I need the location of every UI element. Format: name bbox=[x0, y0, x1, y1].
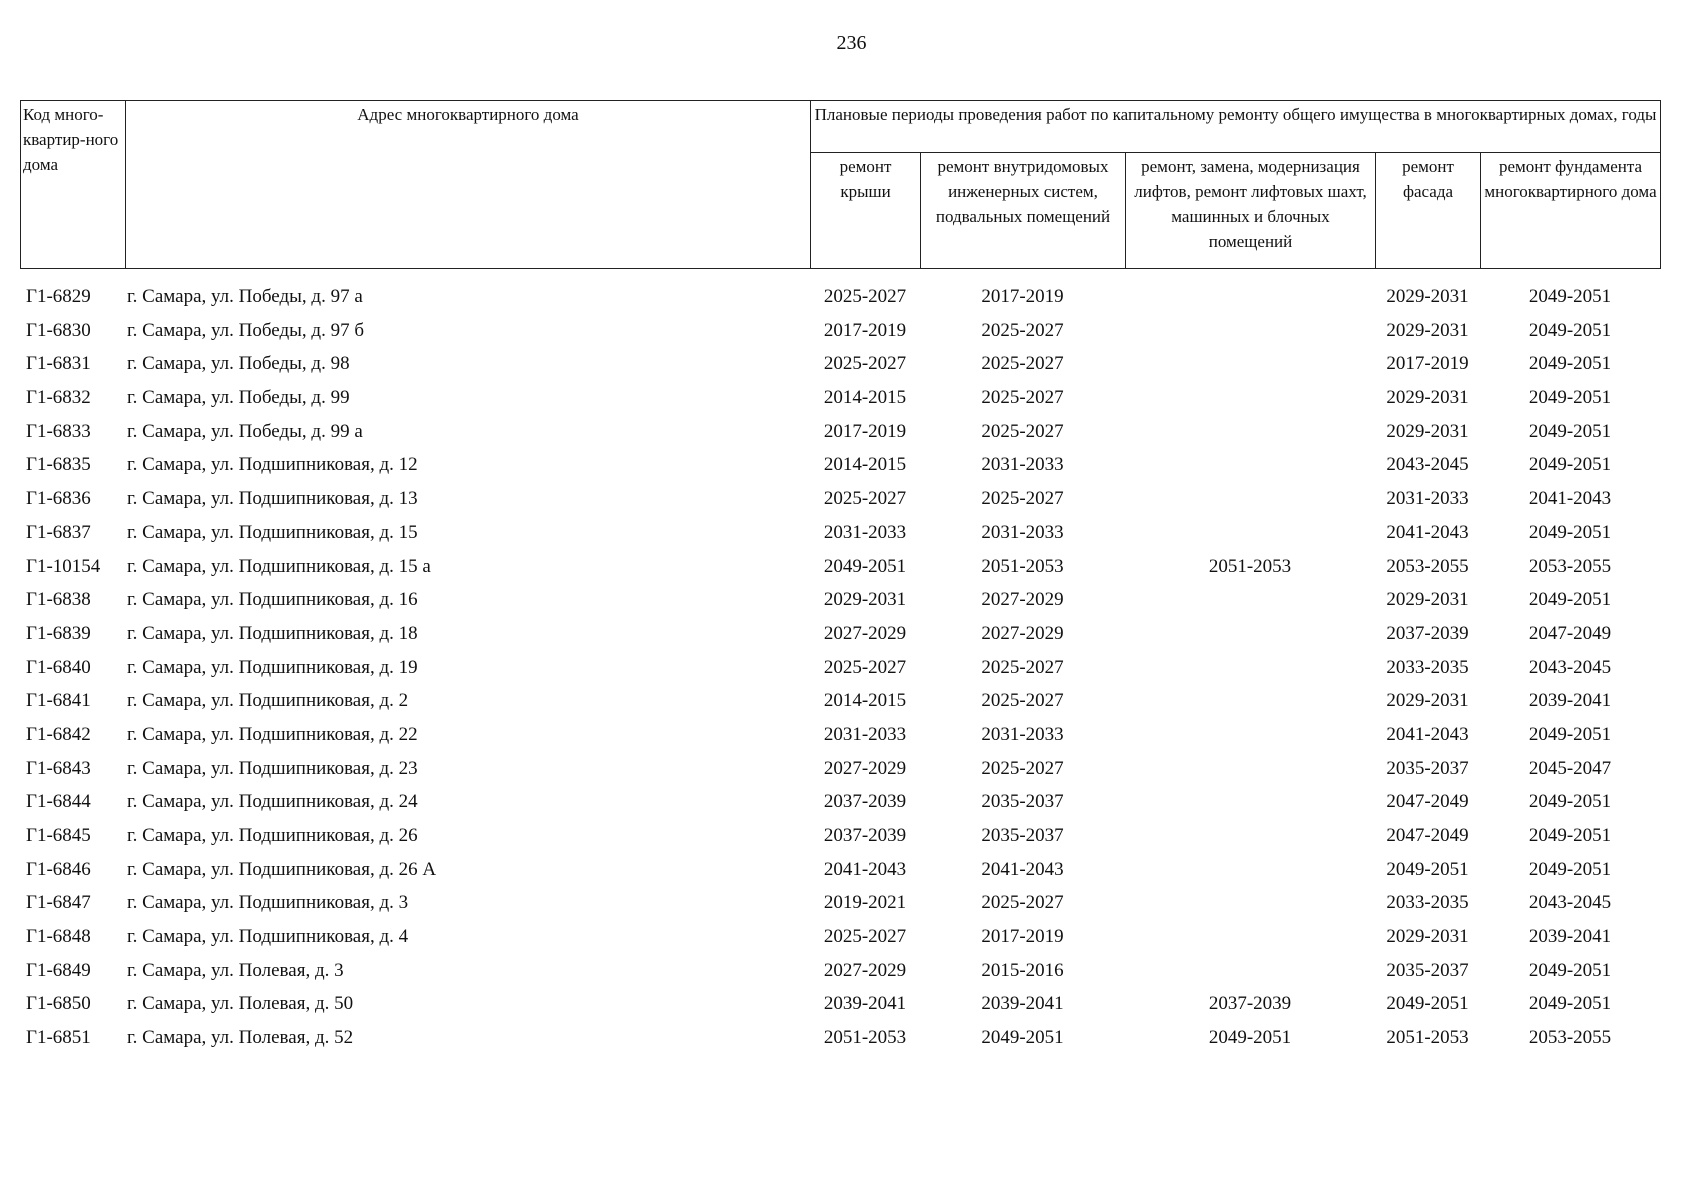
cell-address: г. Самара, ул. Победы, д. 97 а bbox=[127, 286, 363, 307]
cell-address: г. Самара, ул. Подшипниковая, д. 15 bbox=[127, 521, 418, 543]
cell-facade: 2033-2035 bbox=[1386, 656, 1469, 678]
cell-elevators: 2037-2039 bbox=[1208, 993, 1292, 1015]
cell-roof: 2027-2029 bbox=[823, 959, 907, 981]
table-row bbox=[20, 1026, 1660, 1060]
cell-code: Г1-6843 bbox=[26, 757, 91, 779]
cell-facade: 2031-2033 bbox=[1386, 488, 1469, 510]
cell-elevators bbox=[1125, 824, 1375, 858]
cell-roof: 2025-2027 bbox=[823, 926, 907, 948]
cell-foundation: 2047-2049 bbox=[1528, 622, 1612, 644]
cell-elevators bbox=[1125, 858, 1375, 892]
cell-address: г. Самара, ул. Победы, д. 98 bbox=[127, 353, 350, 375]
table-row bbox=[20, 555, 1660, 589]
cell-engineering: 2025-2027 bbox=[981, 488, 1064, 510]
cell-address: г. Самара, ул. Подшипниковая, д. 26 А bbox=[127, 858, 437, 880]
cell-address: г. Самара, ул. Победы, д. 99 bbox=[127, 387, 350, 409]
cell-address: г. Самара, ул. Подшипниковая, д. 3 bbox=[127, 892, 409, 914]
cell-elevators bbox=[1125, 723, 1375, 757]
cell-engineering: 2035-2037 bbox=[981, 825, 1064, 846]
cell-code: Г1-6838 bbox=[26, 589, 91, 611]
cell-roof: 2039-2041 bbox=[823, 993, 907, 1015]
cell-engineering: 2031-2033 bbox=[981, 723, 1064, 745]
table-body bbox=[20, 285, 1660, 1060]
cell-roof: 2051-2053 bbox=[823, 1027, 907, 1049]
cell-code: Г1-6848 bbox=[26, 926, 91, 948]
cell-foundation: 2043-2045 bbox=[1528, 656, 1612, 678]
cell-engineering: 2039-2041 bbox=[981, 993, 1064, 1015]
cell-facade: 2049-2051 bbox=[1386, 993, 1469, 1015]
cell-elevators bbox=[1125, 285, 1375, 319]
cell-address: г. Самара, ул. Полевая, д. 52 bbox=[127, 1027, 354, 1049]
cell-roof: 2031-2033 bbox=[823, 723, 907, 745]
table-row bbox=[20, 622, 1660, 656]
cell-engineering: 2041-2043 bbox=[981, 858, 1064, 880]
cell-elevators bbox=[1125, 959, 1375, 993]
header-engineering: ремонт внутридомовых инженерных систем, подвальных помещений bbox=[921, 153, 1126, 269]
cell-engineering: 2035-2037 bbox=[981, 791, 1064, 813]
cell-engineering: 2017-2019 bbox=[981, 926, 1064, 948]
cell-engineering: 2025-2027 bbox=[981, 892, 1064, 914]
cell-roof: 2014-2015 bbox=[823, 454, 907, 476]
cell-code: Г1-6829 bbox=[26, 286, 91, 307]
cell-roof: 2019-2021 bbox=[823, 892, 907, 914]
cell-foundation: 2039-2041 bbox=[1528, 926, 1612, 948]
cell-facade: 2047-2049 bbox=[1386, 791, 1469, 813]
cell-code: Г1-6846 bbox=[26, 858, 91, 880]
cell-roof: 2037-2039 bbox=[823, 825, 907, 846]
cell-elevators bbox=[1125, 925, 1375, 959]
header-address: Адрес многоквартирного дома bbox=[126, 101, 811, 269]
cell-facade: 2029-2031 bbox=[1386, 589, 1469, 611]
cell-address: г. Самара, ул. Победы, д. 97 б bbox=[127, 319, 364, 341]
cell-elevators bbox=[1125, 453, 1375, 487]
cell-engineering: 2051-2053 bbox=[981, 555, 1064, 577]
cell-roof: 2049-2051 bbox=[823, 555, 907, 577]
cell-foundation: 2045-2047 bbox=[1528, 757, 1612, 779]
cell-engineering: 2017-2019 bbox=[981, 286, 1064, 307]
cell-elevators bbox=[1125, 757, 1375, 791]
cell-elevators: 2049-2051 bbox=[1208, 1027, 1292, 1049]
page-number: 236 bbox=[836, 32, 867, 54]
cell-elevators bbox=[1125, 689, 1375, 723]
cell-address: г. Самара, ул. Подшипниковая, д. 22 bbox=[127, 723, 418, 745]
cell-foundation: 2049-2051 bbox=[1528, 353, 1612, 375]
cell-facade: 2037-2039 bbox=[1386, 622, 1469, 644]
table-row bbox=[20, 925, 1660, 959]
cell-address: г. Самара, ул. Подшипниковая, д. 18 bbox=[127, 622, 418, 644]
cell-code: Г1-6836 bbox=[26, 488, 91, 510]
cell-foundation: 2049-2051 bbox=[1528, 993, 1612, 1015]
cell-code: Г1-6840 bbox=[26, 656, 91, 678]
table-header bbox=[20, 100, 1661, 269]
cell-foundation: 2049-2051 bbox=[1528, 420, 1612, 442]
cell-foundation: 2049-2051 bbox=[1528, 521, 1612, 543]
cell-engineering: 2049-2051 bbox=[981, 1027, 1064, 1049]
table-row bbox=[20, 588, 1660, 622]
cell-foundation: 2049-2051 bbox=[1528, 858, 1612, 880]
table-row bbox=[20, 992, 1660, 1026]
cell-elevators bbox=[1125, 891, 1375, 925]
table-row bbox=[20, 824, 1660, 858]
table-row bbox=[20, 487, 1660, 521]
cell-facade: 2035-2037 bbox=[1386, 757, 1469, 779]
cell-code: Г1-6847 bbox=[26, 892, 91, 914]
cell-engineering: 2031-2033 bbox=[981, 454, 1064, 476]
table-row bbox=[20, 858, 1660, 892]
cell-code: Г1-6830 bbox=[26, 319, 91, 341]
cell-code: Г1-10154 bbox=[26, 555, 101, 577]
cell-engineering: 2031-2033 bbox=[981, 521, 1064, 543]
cell-facade: 2041-2043 bbox=[1386, 723, 1469, 745]
cell-engineering: 2025-2027 bbox=[981, 387, 1064, 409]
table-row bbox=[20, 453, 1660, 487]
cell-foundation: 2049-2051 bbox=[1528, 791, 1612, 813]
cell-roof: 2037-2039 bbox=[823, 791, 907, 813]
cell-address: г. Самара, ул. Подшипниковая, д. 4 bbox=[127, 926, 409, 948]
cell-roof: 2025-2027 bbox=[823, 656, 907, 678]
cell-code: Г1-6842 bbox=[26, 723, 91, 745]
cell-address: г. Самара, ул. Полевая, д. 3 bbox=[127, 959, 344, 981]
cell-foundation: 2049-2051 bbox=[1528, 825, 1612, 846]
cell-roof: 2031-2033 bbox=[823, 521, 907, 543]
cell-engineering: 2025-2027 bbox=[981, 319, 1064, 341]
table-row bbox=[20, 790, 1660, 824]
cell-facade: 2041-2043 bbox=[1386, 521, 1469, 543]
cell-address: г. Самара, ул. Подшипниковая, д. 23 bbox=[127, 757, 418, 779]
table-row bbox=[20, 757, 1660, 791]
cell-facade: 2033-2035 bbox=[1386, 892, 1469, 914]
cell-roof: 2027-2029 bbox=[823, 757, 907, 779]
cell-code: Г1-6849 bbox=[26, 959, 91, 981]
cell-foundation: 2053-2055 bbox=[1528, 555, 1612, 577]
cell-foundation: 2049-2051 bbox=[1528, 286, 1612, 307]
cell-code: Г1-6850 bbox=[26, 993, 91, 1015]
cell-foundation: 2049-2051 bbox=[1528, 454, 1612, 476]
cell-engineering: 2025-2027 bbox=[981, 757, 1064, 779]
header-facade: ремонт фасада bbox=[1376, 153, 1481, 269]
cell-foundation: 2049-2051 bbox=[1528, 319, 1612, 341]
cell-roof: 2027-2029 bbox=[823, 622, 907, 644]
header-planned-periods: Плановые периоды проведения работ по капитальному ремонту общего имущества в многоквартирных домах, годы bbox=[811, 101, 1661, 153]
cell-address: г. Самара, ул. Подшипниковая, д. 15 а bbox=[127, 555, 431, 577]
table-row bbox=[20, 285, 1660, 319]
cell-foundation: 2049-2051 bbox=[1528, 959, 1612, 981]
cell-elevators bbox=[1125, 790, 1375, 824]
cell-foundation: 2049-2051 bbox=[1528, 589, 1612, 611]
table-row bbox=[20, 420, 1660, 454]
cell-roof: 2025-2027 bbox=[823, 286, 907, 307]
cell-roof: 2017-2019 bbox=[823, 420, 907, 442]
cell-engineering: 2025-2027 bbox=[981, 656, 1064, 678]
cell-code: Г1-6833 bbox=[26, 420, 91, 442]
cell-code: Г1-6837 bbox=[26, 521, 91, 543]
cell-address: г. Самара, ул. Подшипниковая, д. 24 bbox=[127, 791, 418, 813]
cell-engineering: 2025-2027 bbox=[981, 353, 1064, 375]
cell-address: г. Самара, ул. Подшипниковая, д. 2 bbox=[127, 690, 409, 712]
cell-elevators: 2051-2053 bbox=[1208, 555, 1292, 577]
cell-roof: 2029-2031 bbox=[823, 589, 907, 611]
cell-engineering: 2027-2029 bbox=[981, 622, 1064, 644]
cell-facade: 2035-2037 bbox=[1386, 959, 1469, 981]
cell-elevators bbox=[1125, 487, 1375, 521]
cell-address: г. Самара, ул. Подшипниковая, д. 12 bbox=[127, 454, 418, 476]
cell-code: Г1-6831 bbox=[26, 353, 91, 375]
cell-address: г. Самара, ул. Подшипниковая, д. 26 bbox=[127, 825, 418, 846]
cell-elevators bbox=[1125, 656, 1375, 690]
cell-foundation: 2053-2055 bbox=[1528, 1027, 1612, 1049]
header-foundation: ремонт фундамента многоквартирного дома bbox=[1481, 153, 1661, 269]
cell-elevators bbox=[1125, 352, 1375, 386]
cell-facade: 2029-2031 bbox=[1386, 387, 1469, 409]
cell-facade: 2029-2031 bbox=[1386, 420, 1469, 442]
cell-roof: 2014-2015 bbox=[823, 690, 907, 712]
table-row bbox=[20, 656, 1660, 690]
table-row bbox=[20, 521, 1660, 555]
table-row bbox=[20, 723, 1660, 757]
cell-facade: 2043-2045 bbox=[1386, 454, 1469, 476]
table-row bbox=[20, 319, 1660, 353]
cell-code: Г1-6835 bbox=[26, 454, 91, 476]
cell-engineering: 2025-2027 bbox=[981, 420, 1064, 442]
cell-address: г. Самара, ул. Подшипниковая, д. 13 bbox=[127, 488, 418, 510]
cell-facade: 2051-2053 bbox=[1386, 1027, 1469, 1049]
cell-foundation: 2049-2051 bbox=[1528, 387, 1612, 409]
cell-elevators bbox=[1125, 319, 1375, 353]
cell-facade: 2029-2031 bbox=[1386, 286, 1469, 307]
table-row bbox=[20, 386, 1660, 420]
cell-code: Г1-6845 bbox=[26, 825, 91, 846]
cell-address: г. Самара, ул. Подшипниковая, д. 19 bbox=[127, 656, 418, 678]
cell-code: Г1-6844 bbox=[26, 791, 91, 813]
cell-foundation: 2049-2051 bbox=[1528, 723, 1612, 745]
cell-foundation: 2043-2045 bbox=[1528, 892, 1612, 914]
table-row bbox=[20, 352, 1660, 386]
cell-facade: 2053-2055 bbox=[1386, 555, 1469, 577]
header-roof: ремонт крыши bbox=[811, 153, 921, 269]
cell-foundation: 2039-2041 bbox=[1528, 690, 1612, 712]
cell-facade: 2049-2051 bbox=[1386, 858, 1469, 880]
cell-elevators bbox=[1125, 622, 1375, 656]
cell-roof: 2041-2043 bbox=[823, 858, 907, 880]
cell-facade: 2017-2019 bbox=[1386, 353, 1469, 375]
cell-code: Г1-6839 bbox=[26, 622, 91, 644]
cell-roof: 2025-2027 bbox=[823, 488, 907, 510]
cell-facade: 2029-2031 bbox=[1386, 926, 1469, 948]
header-code: Код много-квартир-ного дома bbox=[21, 101, 126, 269]
cell-roof: 2017-2019 bbox=[823, 319, 907, 341]
header-elevators: ремонт, замена, модернизация лифтов, ремонт лифтовых шахт, машинных и блочных помещений bbox=[1126, 153, 1376, 269]
cell-elevators bbox=[1125, 521, 1375, 555]
cell-facade: 2029-2031 bbox=[1386, 690, 1469, 712]
cell-foundation: 2041-2043 bbox=[1528, 488, 1612, 510]
cell-elevators bbox=[1125, 386, 1375, 420]
cell-roof: 2025-2027 bbox=[823, 353, 907, 375]
cell-engineering: 2025-2027 bbox=[981, 690, 1064, 712]
cell-address: г. Самара, ул. Победы, д. 99 а bbox=[127, 420, 363, 442]
table-row bbox=[20, 891, 1660, 925]
cell-address: г. Самара, ул. Полевая, д. 50 bbox=[127, 993, 354, 1015]
cell-code: Г1-6841 bbox=[26, 690, 91, 712]
table-row bbox=[20, 959, 1660, 993]
cell-roof: 2014-2015 bbox=[823, 387, 907, 409]
data-table bbox=[20, 285, 1660, 1060]
cell-code: Г1-6832 bbox=[26, 387, 91, 409]
cell-engineering: 2027-2029 bbox=[981, 589, 1064, 611]
cell-address: г. Самара, ул. Подшипниковая, д. 16 bbox=[127, 589, 418, 611]
table-row bbox=[20, 689, 1660, 723]
cell-elevators bbox=[1125, 588, 1375, 622]
cell-elevators bbox=[1125, 420, 1375, 454]
cell-engineering: 2015-2016 bbox=[981, 959, 1064, 981]
cell-facade: 2047-2049 bbox=[1386, 825, 1469, 846]
cell-facade: 2029-2031 bbox=[1386, 319, 1469, 341]
cell-code: Г1-6851 bbox=[26, 1027, 91, 1049]
